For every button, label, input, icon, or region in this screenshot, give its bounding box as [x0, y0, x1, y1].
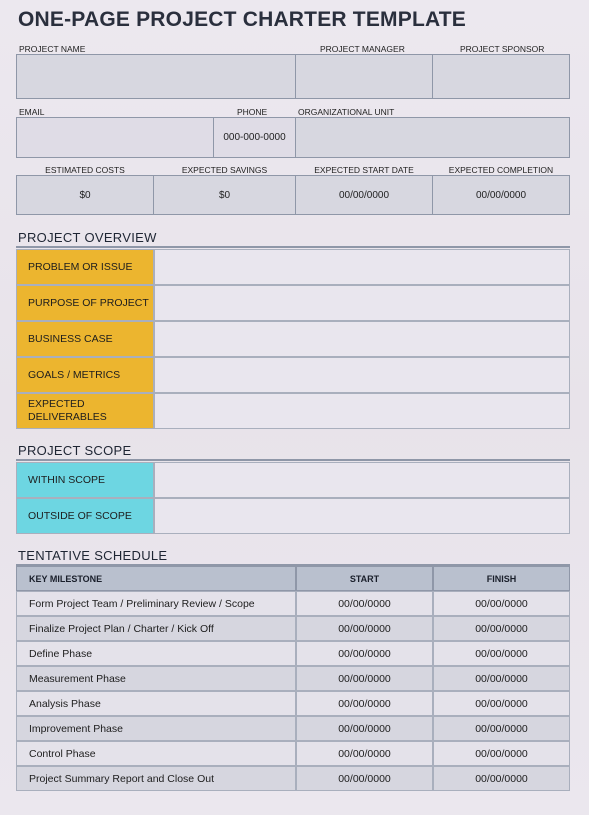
project-name-field[interactable] [16, 54, 296, 99]
scope-divider [16, 459, 570, 461]
scope-row-input[interactable] [154, 462, 570, 498]
scope-row [16, 462, 570, 498]
org-unit-label: ORGANIZATIONAL UNIT [298, 107, 395, 117]
expected-completion-field[interactable] [432, 175, 570, 215]
scope-row-label: WITHIN SCOPE [16, 462, 154, 498]
finish-date-cell[interactable]: 00/00/0000 [433, 591, 570, 616]
start-date-cell[interactable]: 00/00/0000 [296, 666, 433, 691]
table-row [16, 616, 570, 641]
finish-date-cell[interactable]: 00/00/0000 [433, 666, 570, 691]
project-sponsor-label: PROJECT SPONSOR [460, 44, 545, 54]
finish-date-cell[interactable]: 00/00/0000 [433, 741, 570, 766]
column-header-start: START [296, 566, 433, 591]
milestone-cell[interactable]: Finalize Project Plan / Charter / Kick Off [16, 616, 296, 641]
milestone-cell[interactable]: Improvement Phase [16, 716, 296, 741]
start-date-cell[interactable]: 00/00/0000 [296, 591, 433, 616]
overview-row-input[interactable] [154, 321, 570, 357]
table-row [16, 591, 570, 616]
expected-savings-value: $0 [218, 189, 231, 201]
expected-completion-label: EXPECTED COMPLETION [448, 165, 554, 175]
milestone-cell[interactable]: Define Phase [16, 641, 296, 666]
overview-row-label: BUSINESS CASE [16, 321, 154, 357]
column-header-finish: FINISH [433, 566, 570, 591]
column-header-milestone: KEY MILESTONE [16, 566, 296, 591]
overview-row-label: PROBLEM OR ISSUE [16, 249, 154, 285]
email-label: EMAIL [19, 107, 45, 117]
project-sponsor-field[interactable] [432, 54, 570, 99]
finish-date-cell[interactable]: 00/00/0000 [433, 641, 570, 666]
milestone-cell[interactable]: Analysis Phase [16, 691, 296, 716]
overview-row [16, 249, 570, 285]
expected-start-value: 00/00/0000 [338, 189, 390, 201]
schedule-header-row [16, 566, 570, 591]
email-field[interactable] [16, 117, 214, 158]
scope-row-label: OUTSIDE OF SCOPE [16, 498, 154, 534]
start-date-cell[interactable]: 00/00/0000 [296, 741, 433, 766]
finish-date-cell[interactable]: 00/00/0000 [433, 616, 570, 641]
table-row [16, 691, 570, 716]
milestone-cell[interactable]: Measurement Phase [16, 666, 296, 691]
org-unit-field[interactable] [295, 117, 570, 158]
start-date-cell[interactable]: 00/00/0000 [296, 641, 433, 666]
overview-row-label: GOALS / METRICS [16, 357, 154, 393]
table-row [16, 641, 570, 666]
overview-row-input[interactable] [154, 393, 570, 429]
estimated-costs-field[interactable] [16, 175, 154, 215]
expected-start-label: EXPECTED START DATE [314, 165, 414, 175]
overview-row [16, 321, 570, 357]
table-row [16, 666, 570, 691]
start-date-cell[interactable]: 00/00/0000 [296, 716, 433, 741]
start-date-cell[interactable]: 00/00/0000 [296, 616, 433, 641]
overview-row-label: EXPECTED DELIVERABLES [16, 393, 154, 429]
scope-row-input[interactable] [154, 498, 570, 534]
page-title: ONE-PAGE PROJECT CHARTER TEMPLATE [18, 8, 467, 31]
finish-date-cell[interactable]: 00/00/0000 [433, 691, 570, 716]
expected-start-field[interactable] [295, 175, 433, 215]
start-date-cell[interactable]: 00/00/0000 [296, 691, 433, 716]
overview-row-input[interactable] [154, 357, 570, 393]
expected-savings-field[interactable] [153, 175, 296, 215]
estimated-costs-value: $0 [79, 189, 91, 201]
overview-row-input[interactable] [154, 285, 570, 321]
estimated-costs-label: ESTIMATED COSTS [45, 165, 125, 175]
scope-heading: PROJECT SCOPE [18, 443, 132, 458]
start-date-cell[interactable]: 00/00/0000 [296, 766, 433, 791]
overview-row [16, 357, 570, 393]
overview-divider [16, 246, 570, 248]
overview-row [16, 285, 570, 321]
schedule-body [16, 591, 570, 791]
schedule-heading: TENTATIVE SCHEDULE [18, 548, 168, 563]
overview-row [16, 393, 570, 429]
project-name-label: PROJECT NAME [19, 44, 86, 54]
table-row [16, 741, 570, 766]
table-row [16, 766, 570, 791]
scope-table [16, 462, 570, 534]
overview-row-input[interactable] [154, 249, 570, 285]
finish-date-cell[interactable]: 00/00/0000 [433, 716, 570, 741]
schedule-table [16, 566, 570, 791]
overview-heading: PROJECT OVERVIEW [18, 230, 157, 245]
phone-label: PHONE [237, 107, 268, 117]
milestone-cell[interactable]: Control Phase [16, 741, 296, 766]
overview-table [16, 249, 570, 429]
finish-date-cell[interactable]: 00/00/0000 [433, 766, 570, 791]
expected-savings-label: EXPECTED SAVINGS [181, 165, 268, 175]
overview-row-label: PURPOSE OF PROJECT [16, 285, 154, 321]
phone-value: 000-000-0000 [223, 132, 286, 143]
expected-completion-value: 00/00/0000 [475, 189, 527, 201]
project-manager-label: PROJECT MANAGER [320, 44, 405, 54]
scope-row [16, 498, 570, 534]
project-manager-field[interactable] [295, 54, 433, 99]
table-row [16, 716, 570, 741]
milestone-cell[interactable]: Form Project Team / Preliminary Review / Scope [16, 591, 296, 616]
phone-field[interactable] [213, 117, 296, 158]
milestone-cell[interactable]: Project Summary Report and Close Out [16, 766, 296, 791]
